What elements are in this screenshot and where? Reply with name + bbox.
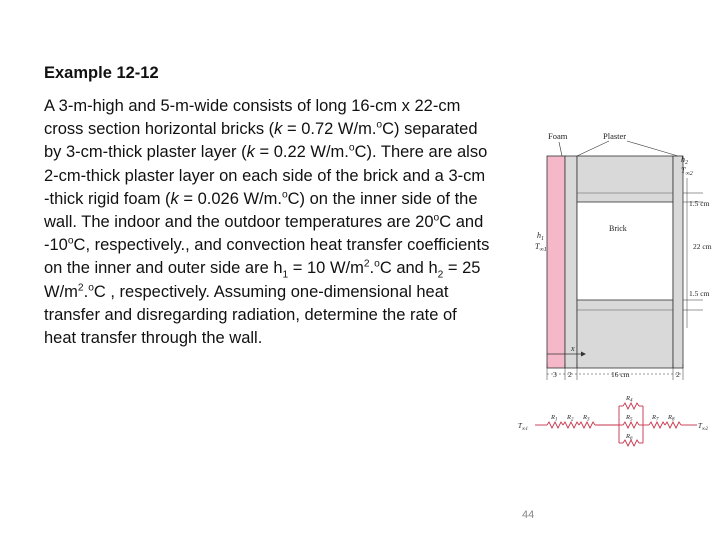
statement-line: wall. The indoor and the outdoor temperatures are 20$^o$C and bbox=[44, 212, 484, 232]
tinf2-label: $T_{\infty 2}$ bbox=[681, 166, 693, 177]
r4-label: $R_4$ bbox=[626, 395, 633, 404]
statement-line: 2-cm-thick plaster layer on each side of the brick and a 3-cm bbox=[44, 166, 486, 185]
foam-leader bbox=[559, 142, 562, 156]
r5-label: $R_5$ bbox=[626, 414, 633, 423]
r7-label: $R_7$ bbox=[652, 414, 659, 423]
dim-2a-label: 2 bbox=[568, 370, 572, 379]
statement-line: A 3-m-high and 5-m-wide consists of long 16-cm x 22-cm bbox=[44, 97, 461, 115]
tinf2-node-label: $T_{\infty 2}$ bbox=[698, 422, 708, 432]
plaster-layer-outer bbox=[673, 156, 683, 368]
plaster-leader-left bbox=[577, 141, 609, 156]
r8-label: $R_8$ bbox=[668, 414, 675, 423]
r2-label: $R_2$ bbox=[567, 414, 574, 423]
statement-line: $W/m^2.^oC$ , respectively. Assuming one-dimensional heat bbox=[44, 282, 449, 301]
h2-label: $h_2$ bbox=[681, 155, 688, 166]
statement-line: cross section horizontal bricks (k = 0.72 W/m.$^o$C) separated bbox=[44, 119, 478, 139]
plaster-leader-right bbox=[627, 141, 678, 156]
statement-line: on the inner and outer side are $h_1 = 10$ $W/m^2.^oC$ and $h_2 = 25$ bbox=[44, 258, 481, 281]
dim-top-label: 1.5 cm bbox=[689, 199, 710, 208]
brick-block bbox=[577, 202, 673, 300]
foam-layer bbox=[547, 156, 565, 368]
statement-line: by 3-cm-thick plaster layer (k = 0.22 W/m.$^o$C). There are also bbox=[44, 142, 488, 162]
dim-mid-label: 22 cm bbox=[693, 242, 712, 251]
foam-label: Foam bbox=[548, 131, 568, 141]
dim-16-label: 16 cm bbox=[611, 370, 630, 379]
r1-label: $R_1$ bbox=[551, 414, 558, 423]
statement-line: -10$^o$C, respectively., and convection heat transfer coefficients bbox=[44, 235, 490, 255]
dim-2b-label: 2 bbox=[676, 370, 680, 379]
slide-title: Example 12-12 bbox=[44, 64, 159, 82]
wall-diagram bbox=[515, 118, 715, 448]
plaster-layer-inner bbox=[565, 156, 577, 368]
wall-figure bbox=[515, 118, 715, 448]
dim-3-label: 3 bbox=[553, 370, 557, 379]
h1-label: $h_1$ bbox=[537, 231, 544, 242]
tinf1-node-label: $T_{\infty 1}$ bbox=[518, 422, 528, 432]
problem-statement bbox=[44, 95, 544, 350]
brick-label: Brick bbox=[609, 224, 627, 233]
r6-label: $R_6$ bbox=[626, 433, 633, 442]
page-number: 44 bbox=[522, 509, 535, 521]
r3-label: $R_3$ bbox=[583, 414, 590, 423]
statement-line: transfer and disregarding radiation, determine the rate of bbox=[44, 305, 457, 324]
plaster-label: Plaster bbox=[603, 131, 627, 141]
statement-line: -thick rigid foam (k = 0.026 W/m.$^o$C) on the inner side of the bbox=[44, 189, 478, 208]
statement-line: heat transfer through the wall. bbox=[44, 329, 263, 348]
dim-bot-label: 1.5 cm bbox=[689, 289, 710, 298]
tinf1-side-label: $T_{\infty 1}$ bbox=[535, 242, 547, 253]
resistance-network bbox=[535, 403, 697, 446]
x-axis-label: x bbox=[571, 344, 575, 353]
